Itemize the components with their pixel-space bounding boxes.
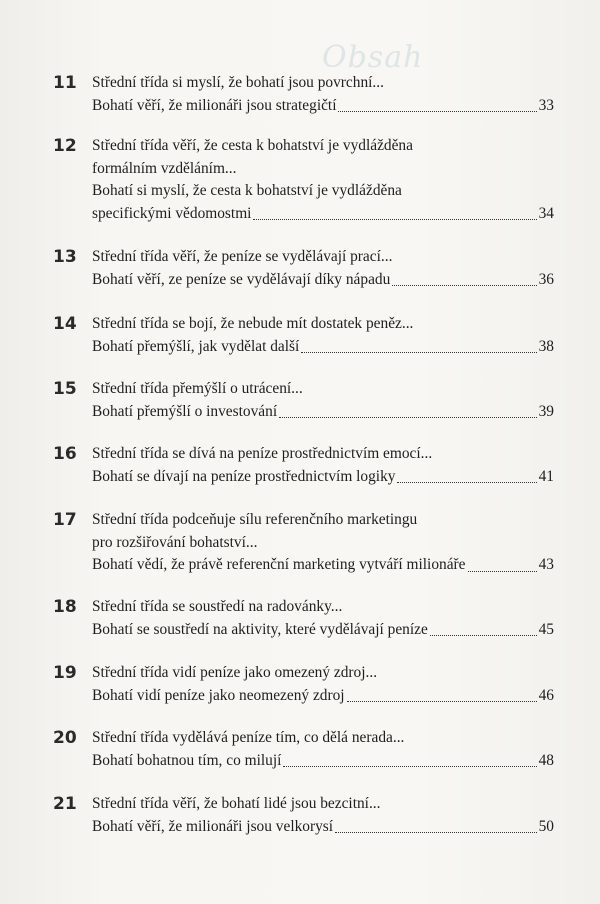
dot-leader bbox=[335, 832, 537, 833]
title-line bbox=[92, 269, 554, 292]
chapter-title bbox=[92, 443, 554, 488]
chapter-title bbox=[92, 727, 554, 772]
title-line bbox=[92, 466, 554, 489]
title-line-text: Bohatí vidí peníze jako neomezený zdroj bbox=[92, 686, 345, 704]
dot-leader bbox=[338, 111, 536, 112]
page-number: 46 bbox=[538, 686, 554, 704]
chapter-title bbox=[92, 662, 554, 707]
title-line-text: Bohatí bohatnou tím, co milují bbox=[92, 751, 282, 769]
title-line-text: Bohatí se soustředí na aktivity, které vydělávají peníze bbox=[92, 620, 428, 638]
dot-leader bbox=[468, 571, 537, 572]
chapter-number: 15 bbox=[53, 379, 77, 399]
page-number: 38 bbox=[538, 337, 554, 355]
chapter-title bbox=[92, 135, 554, 225]
chapter-number: 20 bbox=[53, 728, 77, 748]
title-line: Střední třída věří, že cesta k bohatství je vydlážděna bbox=[92, 137, 413, 154]
title-line: Střední třída se bojí, že nebude mít dostatek peněz... bbox=[92, 315, 414, 332]
title-line bbox=[92, 554, 554, 577]
chapter-number: 16 bbox=[53, 444, 77, 464]
page-number: 41 bbox=[538, 467, 554, 485]
chapter-number: 12 bbox=[53, 136, 77, 156]
dot-leader bbox=[430, 635, 537, 636]
title-line-text: Bohatí věří, že milionáři jsou strategičtí bbox=[92, 96, 337, 114]
title-line: Střední třída podceňuje sílu referenčního marketingu bbox=[92, 511, 418, 528]
dot-leader bbox=[397, 482, 536, 483]
page-number: 34 bbox=[538, 204, 554, 222]
title-line bbox=[92, 619, 554, 642]
page-number: 50 bbox=[538, 817, 554, 835]
title-line bbox=[92, 750, 554, 773]
title-line: Střední třída se dívá na peníze prostřednictvím emocí... bbox=[92, 445, 433, 462]
chapter-title bbox=[92, 378, 554, 423]
title-line: Střední třída se soustředí na radovánky... bbox=[92, 598, 343, 615]
page-number: 45 bbox=[538, 620, 554, 638]
title-line-text: Bohatí přemýšlí, jak vydělat další bbox=[92, 337, 300, 355]
title-line bbox=[92, 816, 554, 839]
dot-leader bbox=[283, 766, 536, 767]
chapter-title bbox=[92, 596, 554, 641]
dot-leader bbox=[253, 219, 536, 220]
title-line: Bohatí si myslí, že cesta k bohatství je vydlážděna bbox=[92, 182, 402, 199]
title-line bbox=[92, 95, 554, 118]
title-line bbox=[92, 401, 554, 424]
page-number: 36 bbox=[538, 270, 554, 288]
title-line: Střední třída vidí peníze jako omezený zdroj... bbox=[92, 664, 378, 681]
chapter-number: 19 bbox=[53, 663, 77, 683]
title-line: Střední třída věří, že bohatí lidé jsou bezcitní... bbox=[92, 795, 381, 812]
title-line: Střední třída si myslí, že bohatí jsou povrchní... bbox=[92, 74, 384, 91]
bleed-through-title: Obsah bbox=[322, 40, 424, 75]
chapter-number: 21 bbox=[53, 794, 77, 814]
chapter-title bbox=[92, 313, 554, 358]
page-number: 43 bbox=[538, 556, 554, 573]
dot-leader bbox=[392, 285, 536, 286]
title-line-text: specifickými vědomostmi bbox=[92, 204, 252, 222]
dot-leader bbox=[279, 417, 537, 418]
title-line: Střední třída přemýšlí o utrácení... bbox=[92, 380, 303, 397]
chapter-number: 14 bbox=[53, 314, 77, 334]
title-line bbox=[92, 203, 554, 226]
title-line-text: Bohatí věří, že milionáři jsou velkorysí bbox=[92, 817, 334, 835]
title-line: formálním vzděláním... bbox=[92, 159, 237, 177]
chapter-number: 18 bbox=[53, 597, 77, 617]
chapter-title bbox=[92, 246, 554, 291]
chapter-title bbox=[92, 509, 554, 577]
title-line: pro rozšiřování bohatství... bbox=[92, 533, 258, 551]
title-line: Střední třída věří, že peníze se vydělávají prací... bbox=[92, 248, 393, 265]
title-line-text: Bohatí věří, ze peníze se vydělávají díky nápadu bbox=[92, 270, 391, 288]
chapter-number: 17 bbox=[53, 510, 77, 530]
title-line bbox=[92, 685, 554, 708]
chapter-title bbox=[92, 72, 554, 117]
title-line: Střední třída vydělává peníze tím, co dělá nerada... bbox=[92, 729, 405, 746]
title-line bbox=[92, 336, 554, 359]
page-number: 39 bbox=[538, 402, 554, 420]
chapter-number: 13 bbox=[53, 247, 77, 267]
title-line-text: Bohatí se dívají na peníze prostřednictvím logiky bbox=[92, 467, 396, 485]
chapter-number: 11 bbox=[53, 73, 77, 93]
page-number: 48 bbox=[538, 751, 554, 769]
page-number: 33 bbox=[538, 96, 554, 114]
chapter-title bbox=[92, 793, 554, 838]
dot-leader bbox=[301, 352, 536, 353]
title-line-text: Bohatí přemýšlí o investování bbox=[92, 402, 278, 420]
title-line-text: Bohatí vědí, že právě referenční marketing vytváří milionáře bbox=[92, 556, 466, 573]
dot-leader bbox=[347, 701, 537, 702]
